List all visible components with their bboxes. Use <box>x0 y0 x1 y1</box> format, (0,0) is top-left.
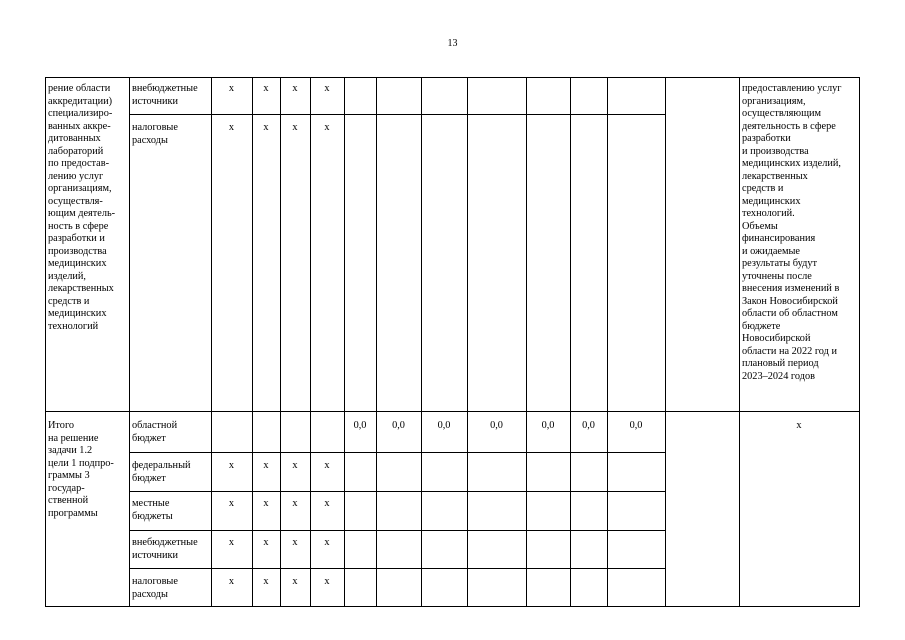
col-divider <box>280 77 281 607</box>
row-divider <box>129 568 665 569</box>
col-divider <box>310 77 311 607</box>
col-divider <box>344 77 345 607</box>
col-divider <box>129 77 130 607</box>
mark-cell: x <box>324 576 330 587</box>
col-divider <box>467 77 468 607</box>
col-divider <box>739 77 740 607</box>
mark-cell: x <box>324 460 330 471</box>
col-divider <box>607 77 608 607</box>
page-number: 13 <box>447 38 458 49</box>
mark-cell: x <box>292 460 298 471</box>
mark-cell: x <box>324 83 330 94</box>
block-divider <box>45 411 860 412</box>
value-cell: 0,0 <box>392 420 405 431</box>
col-divider <box>252 77 253 607</box>
block1-source-tax: налоговые расходы <box>132 122 178 146</box>
mark-cell: x <box>292 537 298 548</box>
mark-cell: x <box>263 537 269 548</box>
mark-cell: x <box>228 83 235 94</box>
row-divider <box>129 114 665 115</box>
block1-note: предоставлению услуг организациям, осуществляющим деятельность в сфере разработки и производства медицинских изделий, лекарственных средств и медицинских технологий. Объемы финансирования и ожидаемые результаты будут уточнены после внесения изменений в Закон Новосибирской области об областном бюджете Новосибирской области на 2022 год и плановый период 2023–2024 годов <box>742 83 842 382</box>
value-cell: 0,0 <box>582 420 595 431</box>
value-cell: 0,0 <box>490 420 503 431</box>
mark-cell: x <box>228 537 235 548</box>
mark-cell: x <box>228 576 235 587</box>
mark-cell: x <box>263 122 269 133</box>
value-cell: 0,0 <box>541 420 555 431</box>
mark-cell: x <box>228 498 235 509</box>
col-divider <box>526 77 527 607</box>
mark-cell: x <box>263 498 269 509</box>
block2-source-local: местные бюджеты <box>132 498 173 522</box>
col-divider <box>570 77 571 607</box>
block2-note: x <box>796 420 802 431</box>
col-divider <box>421 77 422 607</box>
row-divider <box>129 452 665 453</box>
mark-cell: x <box>324 537 330 548</box>
mark-cell: x <box>324 498 330 509</box>
block2-source-federal: федеральный бюджет <box>132 460 191 484</box>
block1-description: рение области аккредитации) специализиро- ванных аккре- дитованных лабораторий по предостав- лению услуг организациям, осуществля- ющим деятель- ность в сфере разработки и производства медицинских изделий, лекарственных средств и медицинских технологий <box>48 83 116 332</box>
col-divider <box>211 77 212 607</box>
block2-source-offbudget: внебюджетные источники <box>132 537 198 561</box>
mark-cell: x <box>228 122 235 133</box>
value-cell: 0,0 <box>437 420 451 431</box>
block2-source-tax: налоговые расходы <box>132 576 178 600</box>
budget-table <box>45 77 860 607</box>
mark-cell: x <box>292 576 298 587</box>
table-top-border <box>45 77 860 78</box>
mark-cell: x <box>292 122 298 133</box>
block1-source-offbudget: внебюджетные источники <box>132 83 198 107</box>
mark-cell: x <box>324 122 330 133</box>
col-divider <box>376 77 377 607</box>
block2-description: Итого на решение задачи 1.2 цели 1 подпро- граммы 3 государ- ственной программы <box>48 420 114 519</box>
row-divider <box>129 491 665 492</box>
mark-cell: x <box>292 498 298 509</box>
mark-cell: x <box>263 460 269 471</box>
mark-cell: x <box>263 576 269 587</box>
mark-cell: x <box>292 83 298 94</box>
col-divider <box>665 77 666 607</box>
value-cell: 0,0 <box>353 420 367 431</box>
value-cell: 0,0 <box>629 420 643 431</box>
mark-cell: x <box>263 83 269 94</box>
mark-cell: x <box>228 460 235 471</box>
table-bottom-border <box>45 606 860 607</box>
block2-source-regional: областной бюджет <box>132 420 178 444</box>
row-divider <box>129 530 665 531</box>
table-left-border <box>45 77 46 607</box>
